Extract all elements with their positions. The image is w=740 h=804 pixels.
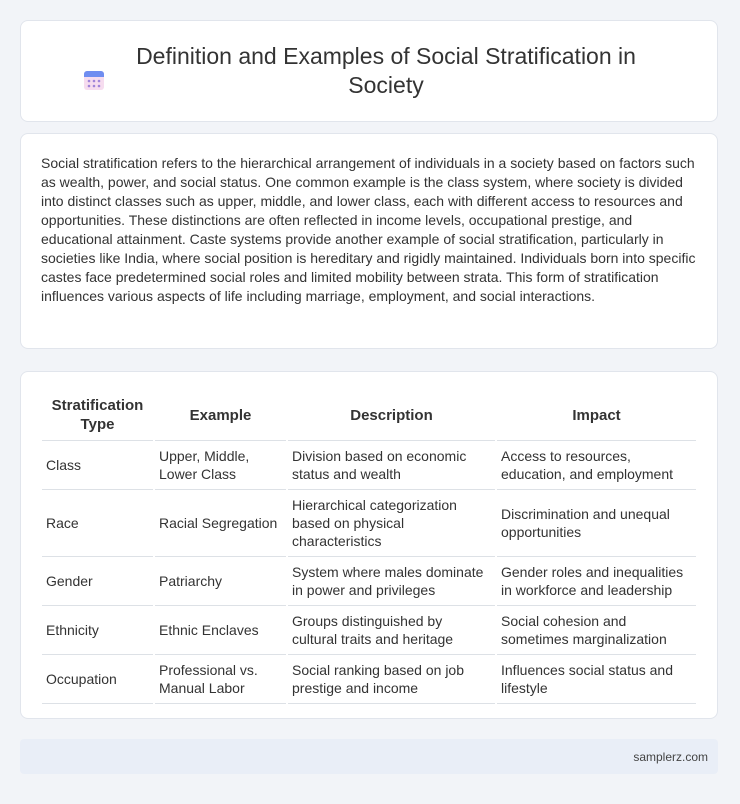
calendar-icon — [82, 68, 106, 92]
header-impact: Impact — [497, 390, 696, 441]
cell-example: Patriarchy — [155, 557, 286, 606]
cell-impact: Social cohesion and sometimes marginalization — [497, 606, 696, 655]
title-wrap — [69, 42, 669, 100]
cell-type: Ethnicity — [42, 606, 153, 655]
cell-example: Ethnic Enclaves — [155, 606, 286, 655]
table-row — [42, 557, 696, 606]
cell-description: System where males dominate in power and privileges — [288, 557, 495, 606]
table-header-row — [42, 390, 696, 441]
stratification-table — [40, 390, 698, 704]
header-example: Example — [155, 390, 286, 441]
table-row — [42, 441, 696, 490]
intro-paragraph: Social stratification refers to the hierarchical arrangement of individuals in a society based on factors such as wealth, power, and social status. One common example is the class system, where society is divided into distinct classes such as upper, middle, and lower class, each with different access to resources and opportunities. These distinctions are often reflected in income levels, occupational prestige, and educational attainment. Caste systems provide another example of social stratification, particularly in societies like India, where social position is hereditary and rigidly maintained. Individuals born into specific castes face predetermined social roles and limited mobility between strata. This form of stratification influences various aspects of life including marriage, employment, and social interactions. — [41, 155, 696, 304]
footer-site-label: samplerz.com — [633, 749, 708, 764]
cell-type: Race — [42, 490, 153, 557]
cell-description: Hierarchical categorization based on physical characteristics — [288, 490, 495, 557]
cell-impact: Discrimination and unequal opportunities — [497, 490, 696, 557]
title-card — [20, 20, 718, 122]
table-row — [42, 490, 696, 557]
table-row — [42, 655, 696, 704]
cell-impact: Gender roles and inequalities in workforce and leadership — [497, 557, 696, 606]
cell-impact: Access to resources, education, and employment — [497, 441, 696, 490]
cell-impact: Influences social status and lifestyle — [497, 655, 696, 704]
cell-description: Division based on economic status and wealth — [288, 441, 495, 490]
cell-type: Gender — [42, 557, 153, 606]
cell-description: Groups distinguished by cultural traits and heritage — [288, 606, 495, 655]
footer — [20, 739, 718, 774]
cell-example: Upper, Middle, Lower Class — [155, 441, 286, 490]
intro-card — [20, 133, 718, 349]
header-description: Description — [288, 390, 495, 441]
table-row — [42, 606, 696, 655]
page-title: Definition and Examples of Social Stratification in Society — [136, 43, 636, 98]
header-stratification-type: Stratification Type — [42, 390, 153, 441]
cell-example: Professional vs. Manual Labor — [155, 655, 286, 704]
cell-description: Social ranking based on job prestige and income — [288, 655, 495, 704]
table-card — [20, 371, 718, 719]
cell-type: Class — [42, 441, 153, 490]
cell-type: Occupation — [42, 655, 153, 704]
cell-example: Racial Segregation — [155, 490, 286, 557]
